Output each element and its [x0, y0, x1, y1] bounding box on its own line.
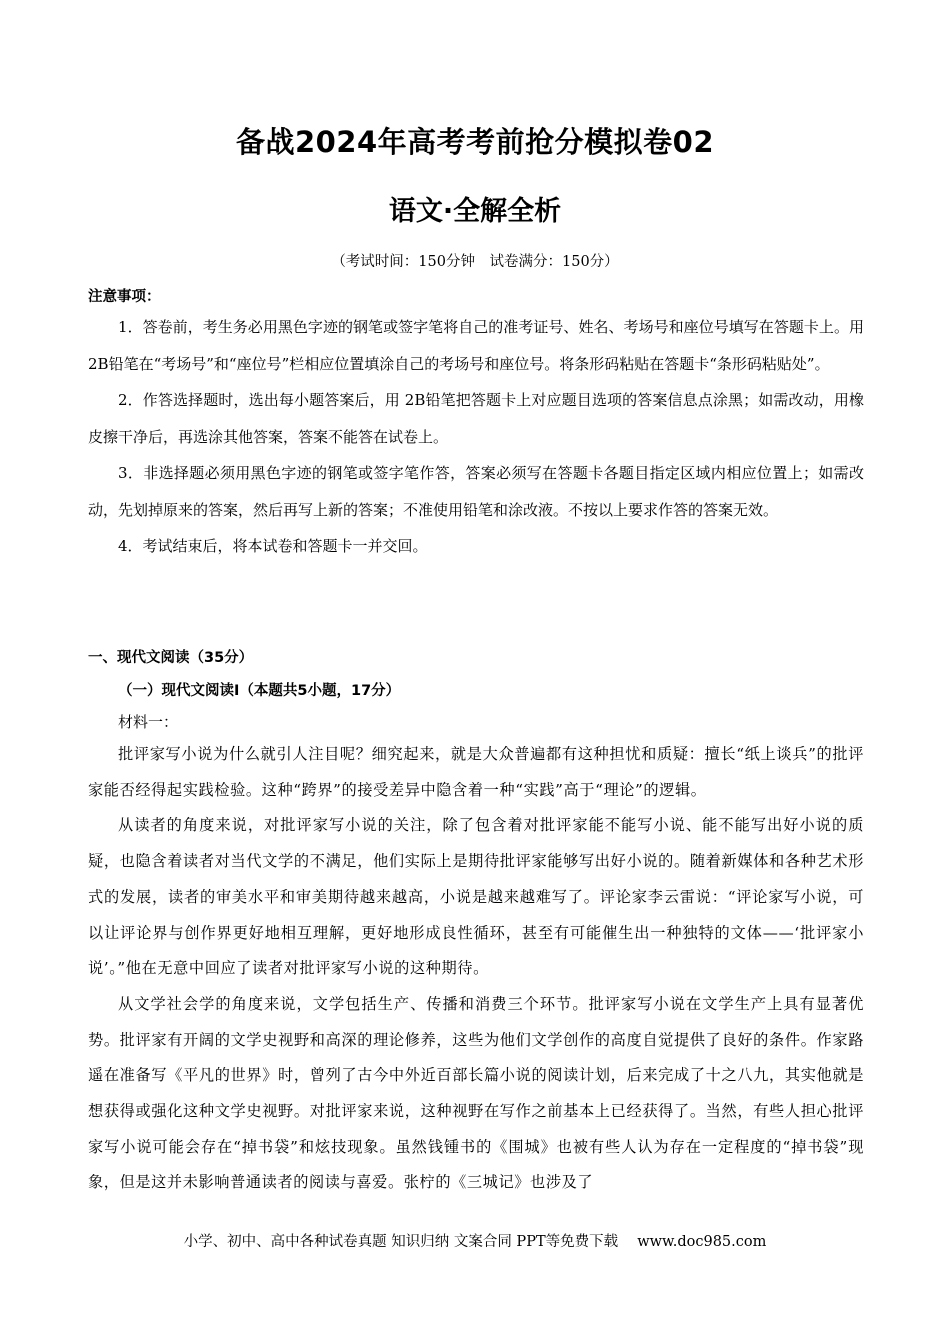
notice-item-1: 1．答卷前，考生务必用黑色字迹的钢笔或签字笔将自己的准考证号、姓名、考场号和座位号填写在答题卡上。用 2B铅笔在“考场号”和“座位号”栏相应位置填涂自己的考场号和座位号。将条形码粘贴在答题卡“条形码粘贴处”。 [88, 318, 864, 373]
notice-item-2: 2．作答选择题时，选出每小题答案后，用 2B铅笔把答题卡上对应题目选项的答案信息点涂黑；如需改动，用橡皮擦干净后，再选涂其他答案，答案不能答在试卷上。 [88, 391, 864, 446]
footer-text: 小学、初中、高中各种试卷真题 知识归纳 文案合同 PPT等免费下载 www.doc985.com [183, 1234, 767, 1250]
subsection-heading: （一）现代文阅读Ⅰ（本题共5小题，17分） [118, 683, 401, 699]
page-title: 备战2024年高考考前抢分模拟卷02 [235, 125, 715, 159]
notice-heading: 注意事项： [88, 289, 161, 305]
paragraph-3: 从文学社会学的角度来说，文学包括生产、传播和消费三个环节。批评家写小说在文学生产上具有显著优势。批评家有开阔的文学史视野和高深的理论修养，这些为他们文学创作的高度自觉提供了良好的条件。作家路遥在准备写《平凡的世界》时，曾列了古今中外近百部长篇小说的阅读计划，后来完成了十之八九，其实他就是想获得或强化这种文学史视野。对批评家来说，这种视野在写作之前基本上已经获得了。当然，有些人担心批评家写小说可能会存在“掉书袋”和炫技现象。虽然钱锺书的《围城》也被有些人认为存在一定程度的“掉书袋”现象，但是这并未影响普通读者的阅读与喜爱。张柠的《三城记》也涉及了 [88, 994, 864, 1192]
notice-block [88, 285, 864, 565]
notice-item-4: 4．考试结束后，将本试卷和答题卡一并交回。 [118, 537, 428, 555]
paragraph-2: 从读者的角度来说，对批评家写小说的关注，除了包含着对批评家能不能写小说、能不能写出好小说的质疑，也隐含着读者对当代文学的不满足，他们实际上是期待批评家能够写出好小说的。随着新媒体和各种艺术形式的发展，读者的审美水平和审美期待越来越高，小说是越来越难写了。评论家李云雷说：“评论家写小说，可以让评论界与创作界更好地相互理解，更好地形成良性循环，甚至有可能催生出一种独特的文体——‘批评家小说’。”他在无意中回应了读者对批评家写小说的这种期待。 [88, 816, 864, 978]
page-subtitle: 语文·全解全析 [388, 196, 562, 227]
material-label: 材料一： [118, 713, 179, 731]
material-text [88, 737, 864, 1201]
paragraph-1: 批评家写小说为什么就引人注目呢？细究起来，就是大众普遍都有这种担忧和质疑：擅长“纸上谈兵”的批评家能否经得起实践检验。这种“跨界”的接受差异中隐含着一种“实践”高于“理论”的逻辑。 [88, 745, 864, 799]
exam-info: （考试时间：150分钟 试卷满分：150分） [331, 254, 619, 270]
notice-item-3: 3．非选择题必须用黑色字迹的钢笔或签字笔作答，答案必须写在答题卡各题目指定区域内相应位置上；如需改动，先划掉原来的答案，然后再写上新的答案；不准使用铅笔和涂改液。不按以上要求作答的答案无效。 [88, 464, 864, 519]
section-heading: 一、现代文阅读（35分） [88, 650, 254, 666]
